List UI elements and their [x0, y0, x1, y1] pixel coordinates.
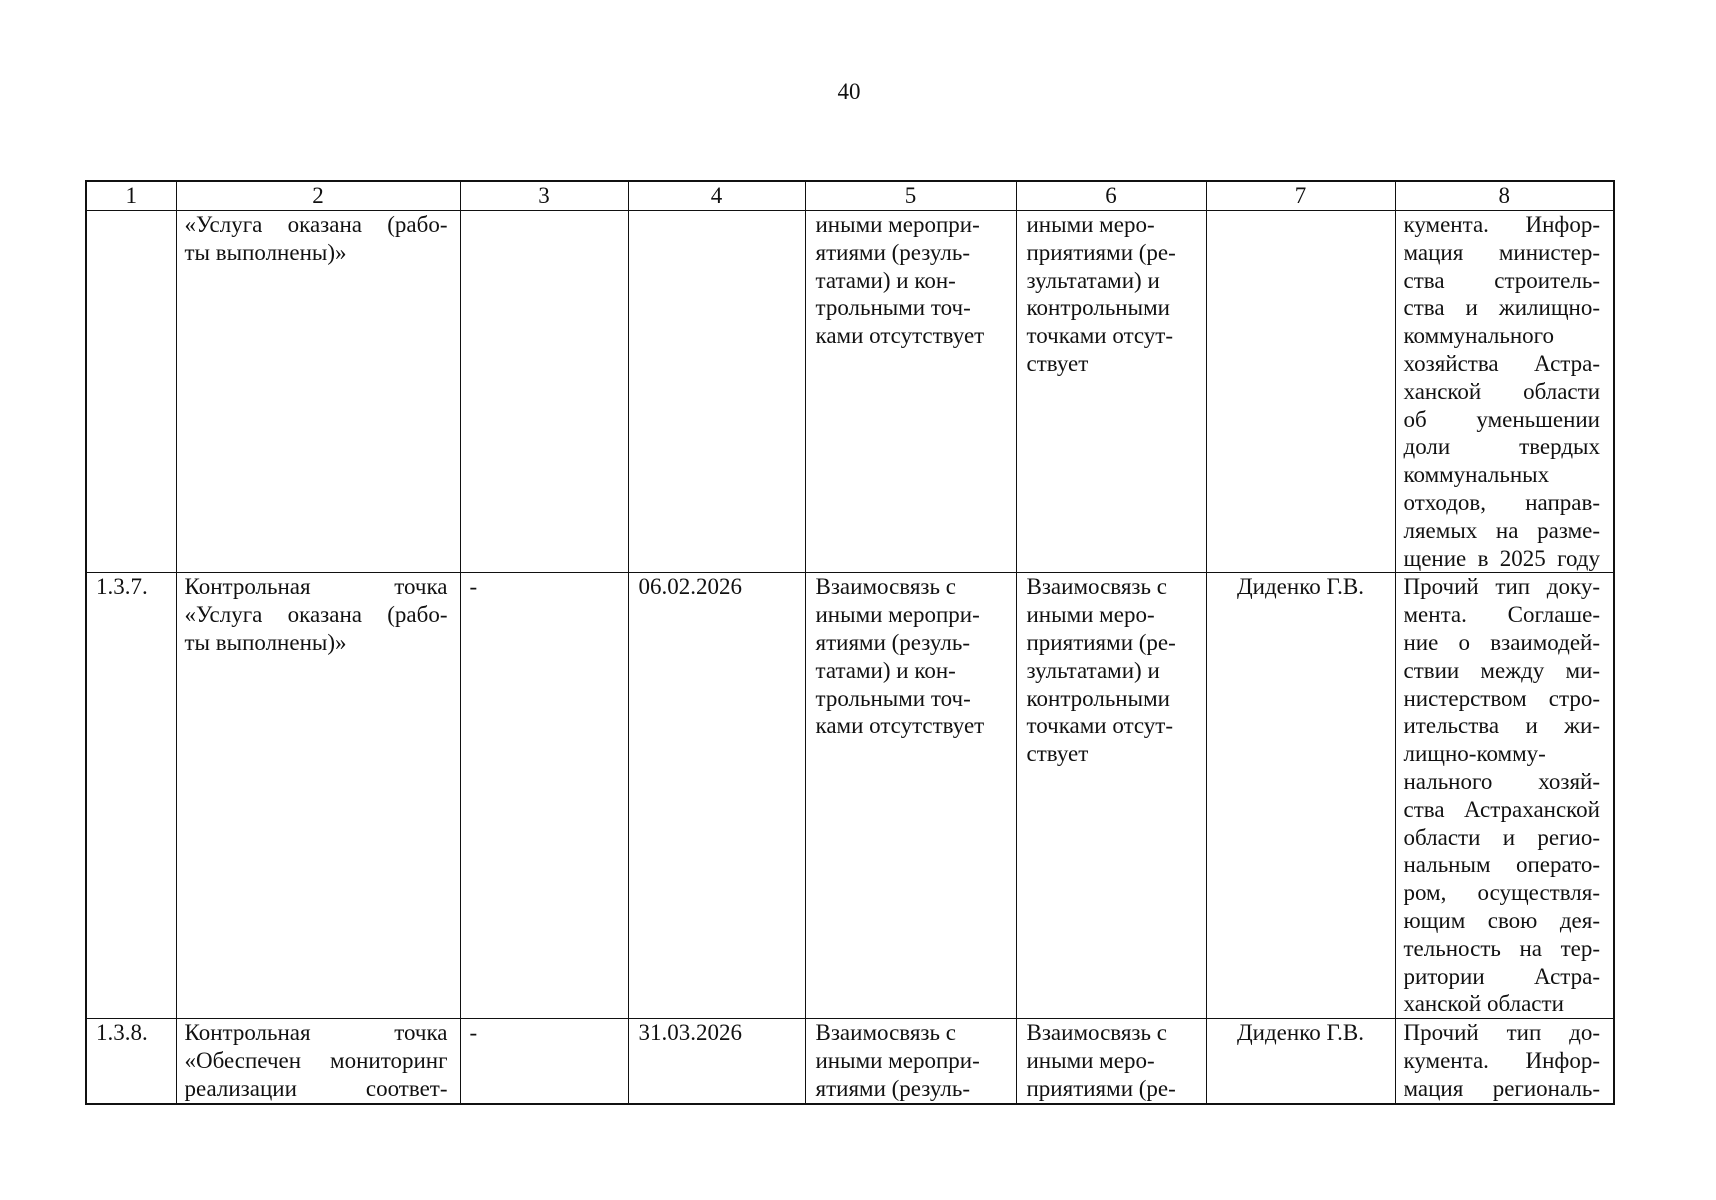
cell-text-line: ства Астраханской	[1403, 796, 1600, 822]
column-header: 7	[1206, 181, 1395, 211]
cell-text-line: «Обеспечен мониторинг	[184, 1048, 448, 1074]
cell-text-line: Взаимосвязь с	[1026, 1020, 1167, 1046]
cell-text-line: 06.02.2026	[638, 574, 742, 600]
table-cell-col-3	[460, 573, 628, 1019]
cell-text-line: 1.3.8.	[96, 1020, 148, 1046]
cell-text-line: коммунального	[1403, 323, 1555, 349]
cell-text-line: ятиями (резуль-	[815, 239, 970, 265]
cell-text-line: коммунальных	[1403, 462, 1550, 488]
cell-text-line: 1.3.7.	[96, 574, 148, 600]
cell-text-line: Взаимосвязь с	[815, 1020, 956, 1046]
table-cell-col-6	[1016, 573, 1206, 1019]
cell-text-line: ствует	[1026, 741, 1089, 767]
table-cell-col-2	[176, 1019, 460, 1104]
table-cell-col-5	[805, 573, 1016, 1019]
page-number: 40	[837, 79, 861, 104]
cell-text-line: ханской области	[1403, 991, 1564, 1017]
cell-text-line: Прочий тип до-	[1403, 1020, 1600, 1046]
table-cell-col-1	[86, 211, 176, 573]
cell-text-line: Контрольная точка	[184, 1020, 448, 1046]
table-cell-col-4	[628, 1019, 805, 1104]
column-header: 8	[1395, 181, 1614, 211]
cell-text-line: об уменьшении	[1403, 406, 1600, 432]
cell-text-line: доли твердых	[1403, 434, 1600, 460]
cell-text-line: ства строитель-	[1403, 267, 1600, 293]
cell-text-line: ятиями (резуль-	[815, 629, 970, 655]
cell-text-line: иными меро-	[1026, 1048, 1155, 1074]
column-header: 1	[86, 181, 176, 211]
cell-text-line: Диденко Г.В.	[1236, 1020, 1365, 1046]
cell-text-line: лищно-комму-	[1403, 741, 1546, 767]
cell-text-line: ятиями (резуль-	[815, 1075, 970, 1101]
table-cell-col-7	[1206, 1019, 1395, 1104]
cell-text-line: мация региональ-	[1403, 1075, 1600, 1101]
cell-text-line: «Услуга оказана (рабо-	[184, 212, 448, 237]
cell-text-line: ствует	[1026, 350, 1089, 376]
cell-text-line: иными меро-	[1026, 212, 1155, 237]
cell-text-line: ющим свою дея-	[1403, 907, 1600, 933]
cell-text-line: области и регио-	[1403, 824, 1600, 850]
cell-text-line: приятиями (ре-	[1026, 629, 1176, 655]
data-table	[85, 180, 1615, 1105]
table-row	[86, 573, 1614, 1019]
table-cell-col-6	[1016, 1019, 1206, 1104]
cell-text-line: точками отсут-	[1026, 713, 1174, 739]
cell-text-line: ства и жилищно-	[1403, 295, 1600, 321]
column-header: 5	[805, 181, 1016, 211]
cell-text-line: -	[469, 1020, 478, 1046]
table-cell-col-7	[1206, 211, 1395, 573]
table-row	[86, 1019, 1614, 1104]
cell-text-line: иными меро-	[1026, 602, 1155, 628]
cell-text-line: ром, осуществля-	[1403, 880, 1600, 906]
cell-text-line: иными меропри-	[815, 1048, 980, 1074]
table-body	[86, 211, 1614, 1104]
cell-text-line: мента. Соглаше-	[1403, 602, 1600, 628]
table-cell-col-8	[1395, 211, 1614, 573]
cell-text-line: зультатами) и	[1026, 267, 1160, 293]
table-cell-col-7	[1206, 573, 1395, 1019]
cell-text-line: нальным операто-	[1403, 852, 1600, 878]
cell-text-line: щение в 2025 году	[1403, 545, 1600, 571]
cell-text-line: ханской области	[1403, 378, 1600, 404]
cell-text-line: иными меропри-	[815, 212, 980, 237]
column-header: 6	[1016, 181, 1206, 211]
cell-text-line: кумента. Инфор-	[1403, 212, 1600, 237]
cell-text-line: контрольными	[1026, 685, 1170, 711]
cell-text-line: Контрольная точка	[184, 574, 448, 600]
table-cell-col-5	[805, 1019, 1016, 1104]
cell-text-line: мация министер-	[1403, 239, 1600, 265]
cell-text-line: Взаимосвязь с	[1026, 574, 1167, 600]
table-cell-col-3	[460, 211, 628, 573]
cell-text-line: -	[469, 574, 478, 600]
cell-text-line: Диденко Г.В.	[1236, 574, 1365, 600]
cell-text-line: реализации соответ-	[184, 1075, 448, 1101]
cell-text-line: трольными точ-	[815, 685, 971, 711]
table-cell-col-8	[1395, 573, 1614, 1019]
cell-text-line: трольными точ-	[815, 295, 971, 321]
cell-text-line: ритории Астра-	[1403, 963, 1600, 989]
cell-text-line: ние о взаимодей-	[1403, 629, 1600, 655]
table-row	[86, 211, 1614, 573]
cell-text-line: зультатами) и	[1026, 657, 1160, 683]
cell-text-line: татами) и кон-	[815, 267, 956, 293]
cell-text-line: Взаимосвязь с	[815, 574, 956, 600]
table-cell-col-2	[176, 573, 460, 1019]
column-header: 4	[628, 181, 805, 211]
table-cell-col-6	[1016, 211, 1206, 573]
cell-text-line: тельность на тер-	[1403, 935, 1600, 961]
cell-text-line: нального хозяй-	[1403, 768, 1600, 794]
table-cell-col-3	[460, 1019, 628, 1104]
cell-text-line: отходов, направ-	[1403, 489, 1600, 515]
cell-text-line: контрольными	[1026, 295, 1170, 321]
cell-text-line: ты выполнены)»	[184, 629, 347, 655]
cell-text-line: татами) и кон-	[815, 657, 956, 683]
header-row	[86, 181, 1614, 211]
cell-text-line: нистерством стро-	[1403, 685, 1600, 711]
cell-text-line: ляемых на разме-	[1403, 517, 1600, 543]
table-cell-col-1	[86, 573, 176, 1019]
cell-text-line: иными меропри-	[815, 602, 980, 628]
cell-text-line: «Услуга оказана (рабо-	[184, 602, 448, 628]
cell-text-line: хозяйства Астра-	[1403, 350, 1600, 376]
table-cell-col-2	[176, 211, 460, 573]
cell-text-line: ками отсутствует	[815, 323, 985, 349]
cell-text-line: Прочий тип доку-	[1403, 574, 1600, 600]
cell-text-line: точками отсут-	[1026, 323, 1174, 349]
cell-text-line: 31.03.2026	[638, 1020, 742, 1046]
cell-text-line: ствии между ми-	[1403, 657, 1600, 683]
cell-text-line: ками отсутствует	[815, 713, 985, 739]
column-header: 2	[176, 181, 460, 211]
cell-text-line: ты выполнены)»	[184, 239, 347, 265]
table-cell-col-1	[86, 1019, 176, 1104]
table-cell-col-4	[628, 211, 805, 573]
table-cell-col-4	[628, 573, 805, 1019]
column-header: 3	[460, 181, 628, 211]
table-cell-col-5	[805, 211, 1016, 573]
table-cell-col-8	[1395, 1019, 1614, 1104]
cell-text-line: приятиями (ре-	[1026, 239, 1176, 265]
cell-text-line: кумента. Инфор-	[1403, 1048, 1600, 1074]
cell-text-line: ительства и жи-	[1403, 713, 1600, 739]
cell-text-line: приятиями (ре-	[1026, 1075, 1176, 1101]
